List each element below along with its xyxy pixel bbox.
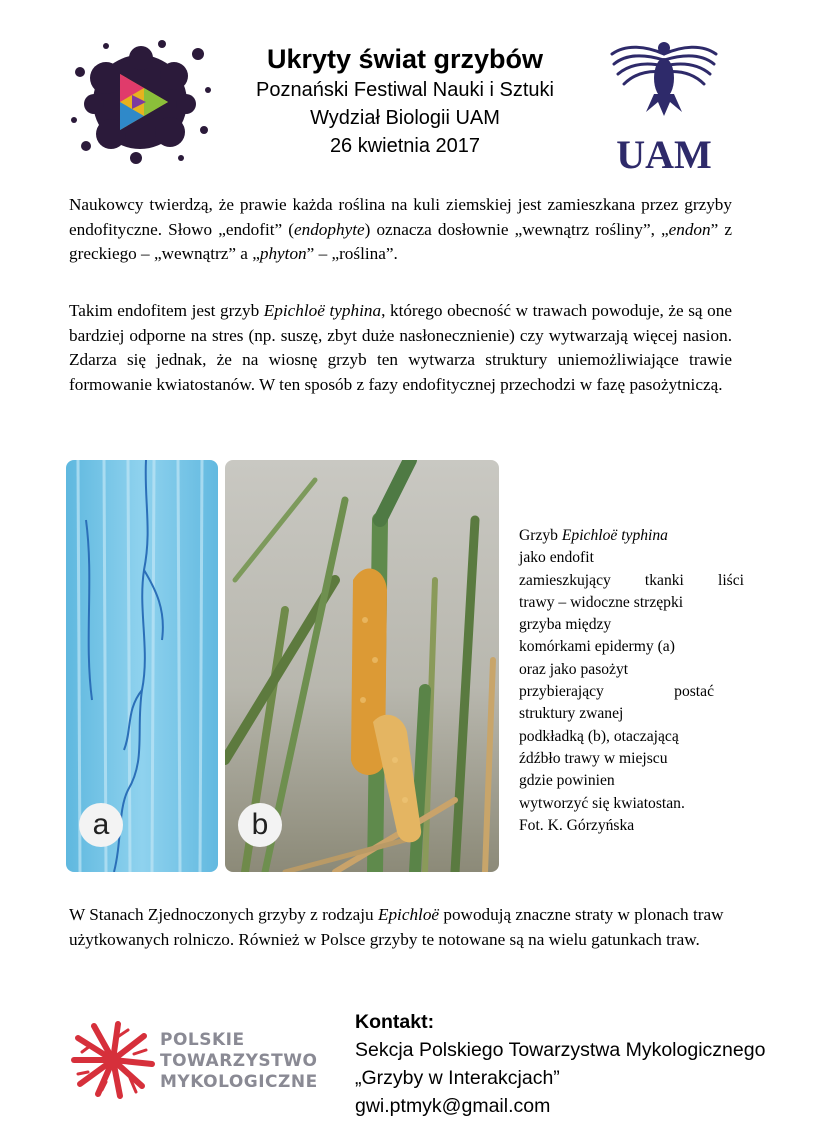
- photo-label-a: a: [79, 803, 123, 847]
- poster-title: Ukryty świat grzybów: [266, 44, 544, 74]
- contact-block: [355, 1008, 765, 1120]
- contact-organization: Sekcja Polskiego Towarzystwa Mykologicznego: [355, 1039, 766, 1061]
- photo-label-b: b: [238, 803, 282, 847]
- intro-paragraph: Naukowcy twierdzą, że prawie każda roślina na kuli ziemskiej jest zamieszkana przez grzyby endofityczne. Słowo „endofit” (endophyte) oznacza dosłownie „wewnątrz rośliny”, „endon” z greckiego – „wewnątrz” a „phyton” – „roślina”.: [69, 195, 732, 263]
- uam-logo: [606, 36, 722, 176]
- festival-logo: [66, 34, 216, 169]
- ptm-logo-text: POLSKIE TOWARZYSTWO MYKOLOGICZNE: [160, 1030, 318, 1092]
- uam-logo-text: UAM: [616, 132, 712, 176]
- event-date: 26 kwietnia 2017: [329, 135, 481, 157]
- contact-email[interactable]: gwi.ptmyk@gmail.com: [355, 1095, 551, 1117]
- ptm-logo-icon: [68, 1020, 158, 1100]
- microscopy-photo-a: [66, 460, 218, 872]
- festival-name: Poznański Festiwal Nauki i Sztuki: [256, 79, 554, 101]
- contact-heading: Kontakt:: [355, 1011, 435, 1033]
- photo-caption: Grzyb Epichloë typhina jako endofit zamieszkujący tkanki liści trawy – widoczne strzępki grzyba między komórkami epidermy (a) oraz jako pasożyt przybierający postać struktury zwanej podkładką (b), otaczającą źdźbło trawy w miejscu gdzie powinien wytworzyć się kwiatostan. Fot. K. Górzyńska: [519, 527, 744, 834]
- faculty-name: Wydział Biologii UAM: [310, 107, 500, 129]
- grass-photo-b: [225, 460, 499, 872]
- usa-paragraph: W Stanach Zjednoczonych grzyby z rodzaju Epichloë powodują znaczne straty w plonach traw użytkowanych rolniczo. Również w Polsce grzyby te notowane są na wielu gatunkach traw.: [69, 905, 724, 949]
- endophyte-paragraph: Takim endofitem jest grzyb Epichloë typhina, którego obecność w trawach powoduje, że są one bardziej odporne na stres (np. suszę, zbyt duże nasłonecznienie) czy wytwarzają więcej nasion. Zdarza się jednak, że na wiosnę grzyb ten wytwarza struktury uniemożliwiające trawie formowanie kwiatostanów. W ten sposób z fazy endofitycznej przechodzi w fazę pasożytniczą.: [69, 301, 732, 394]
- poster-header: [220, 42, 590, 160]
- contact-section-name: „Grzyby w Interakcjach”: [355, 1067, 560, 1089]
